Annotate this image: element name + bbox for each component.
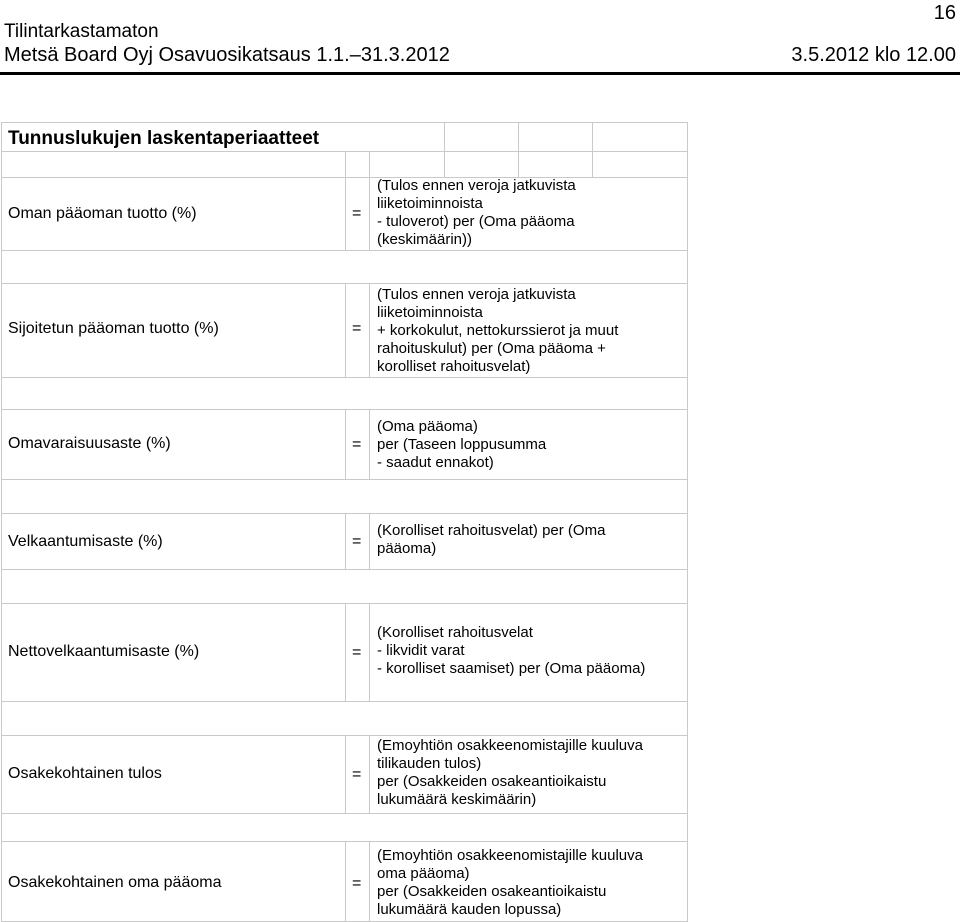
equals-sign: = [352, 766, 362, 783]
grid-line [1, 479, 688, 480]
metric-label: Velkaantumisaste (%) [8, 533, 163, 550]
grid-line [369, 151, 370, 250]
grid-line [1, 569, 688, 570]
confidentiality-note: Tilintarkastamaton [4, 21, 159, 42]
grid-line [369, 735, 370, 813]
header-rule [0, 72, 960, 75]
formula-text: (Tulos ennen veroja jatkuvista liiketoiminnoista + korkokulut, nettokurssierot ja muut rahoituskulut) per (Oma pääoma + korolliset rahoitusvelat) [377, 286, 619, 375]
metric-label: Nettovelkaantumisaste (%) [8, 643, 200, 660]
equals-sign: = [352, 436, 362, 453]
equals-sign: = [352, 875, 362, 892]
formula-text: (Korolliset rahoitusvelat - likvidit varat - korolliset saamiset) per (Oma pääoma) [377, 624, 646, 677]
formula-text: (Korolliset rahoitusvelat) per (Oma pääoma) [377, 522, 606, 557]
equals-sign: = [352, 644, 362, 661]
grid-line [592, 122, 593, 177]
grid-line [1, 250, 688, 251]
formula-text: (Emoyhtiön osakkeenomistajille kuuluva tilikauden tulos) per (Osakkeiden osakeantioikaistu lukumäärä keskimäärin) [377, 737, 643, 808]
metric-label: Omavaraisuusaste (%) [8, 435, 171, 452]
formula-text: (Tulos ennen veroja jatkuvista liiketoiminnoista - tuloverot) per (Oma pääoma (keskimäärin)) [377, 177, 576, 248]
equals-sign: = [352, 533, 362, 550]
equals-sign: = [352, 205, 362, 222]
grid-line [1, 701, 688, 702]
grid-line [444, 122, 445, 177]
grid-line [345, 735, 346, 813]
grid-line [369, 513, 370, 569]
grid-line [369, 283, 370, 377]
grid-line [345, 151, 346, 250]
section-title: Tunnuslukujen laskentaperiaatteet [8, 128, 320, 149]
formula-text: (Emoyhtiön osakkeenomistajille kuuluva oma pääoma) per (Osakkeiden osakeantioikaistu lukumäärä kauden lopussa) [377, 847, 643, 918]
page-number: 16 [933, 2, 956, 24]
equals-sign: = [352, 320, 362, 337]
grid-line [1, 377, 688, 378]
document-title: Metsä Board Oyj Osavuosikatsaus 1.1.–31.3.2012 [4, 44, 450, 66]
formula-text: (Oma pääoma) per (Taseen loppusumma - saadut ennakot) [377, 418, 547, 471]
metric-label: Oman pääoman tuotto (%) [8, 205, 197, 222]
grid-line [518, 122, 519, 177]
metric-label: Sijoitetun pääoman tuotto (%) [8, 320, 219, 337]
metric-label: Osakekohtainen oma pääoma [8, 874, 222, 891]
grid-line [1, 813, 688, 814]
grid-line [345, 409, 346, 479]
grid-line [369, 603, 370, 701]
grid-line [345, 603, 346, 701]
grid-line [369, 409, 370, 479]
grid-line [345, 283, 346, 377]
grid-line [369, 841, 370, 922]
metric-label: Osakekohtainen tulos [8, 765, 162, 782]
publication-date: 3.5.2012 klo 12.00 [791, 44, 956, 66]
grid-line [345, 513, 346, 569]
grid-line [345, 841, 346, 922]
